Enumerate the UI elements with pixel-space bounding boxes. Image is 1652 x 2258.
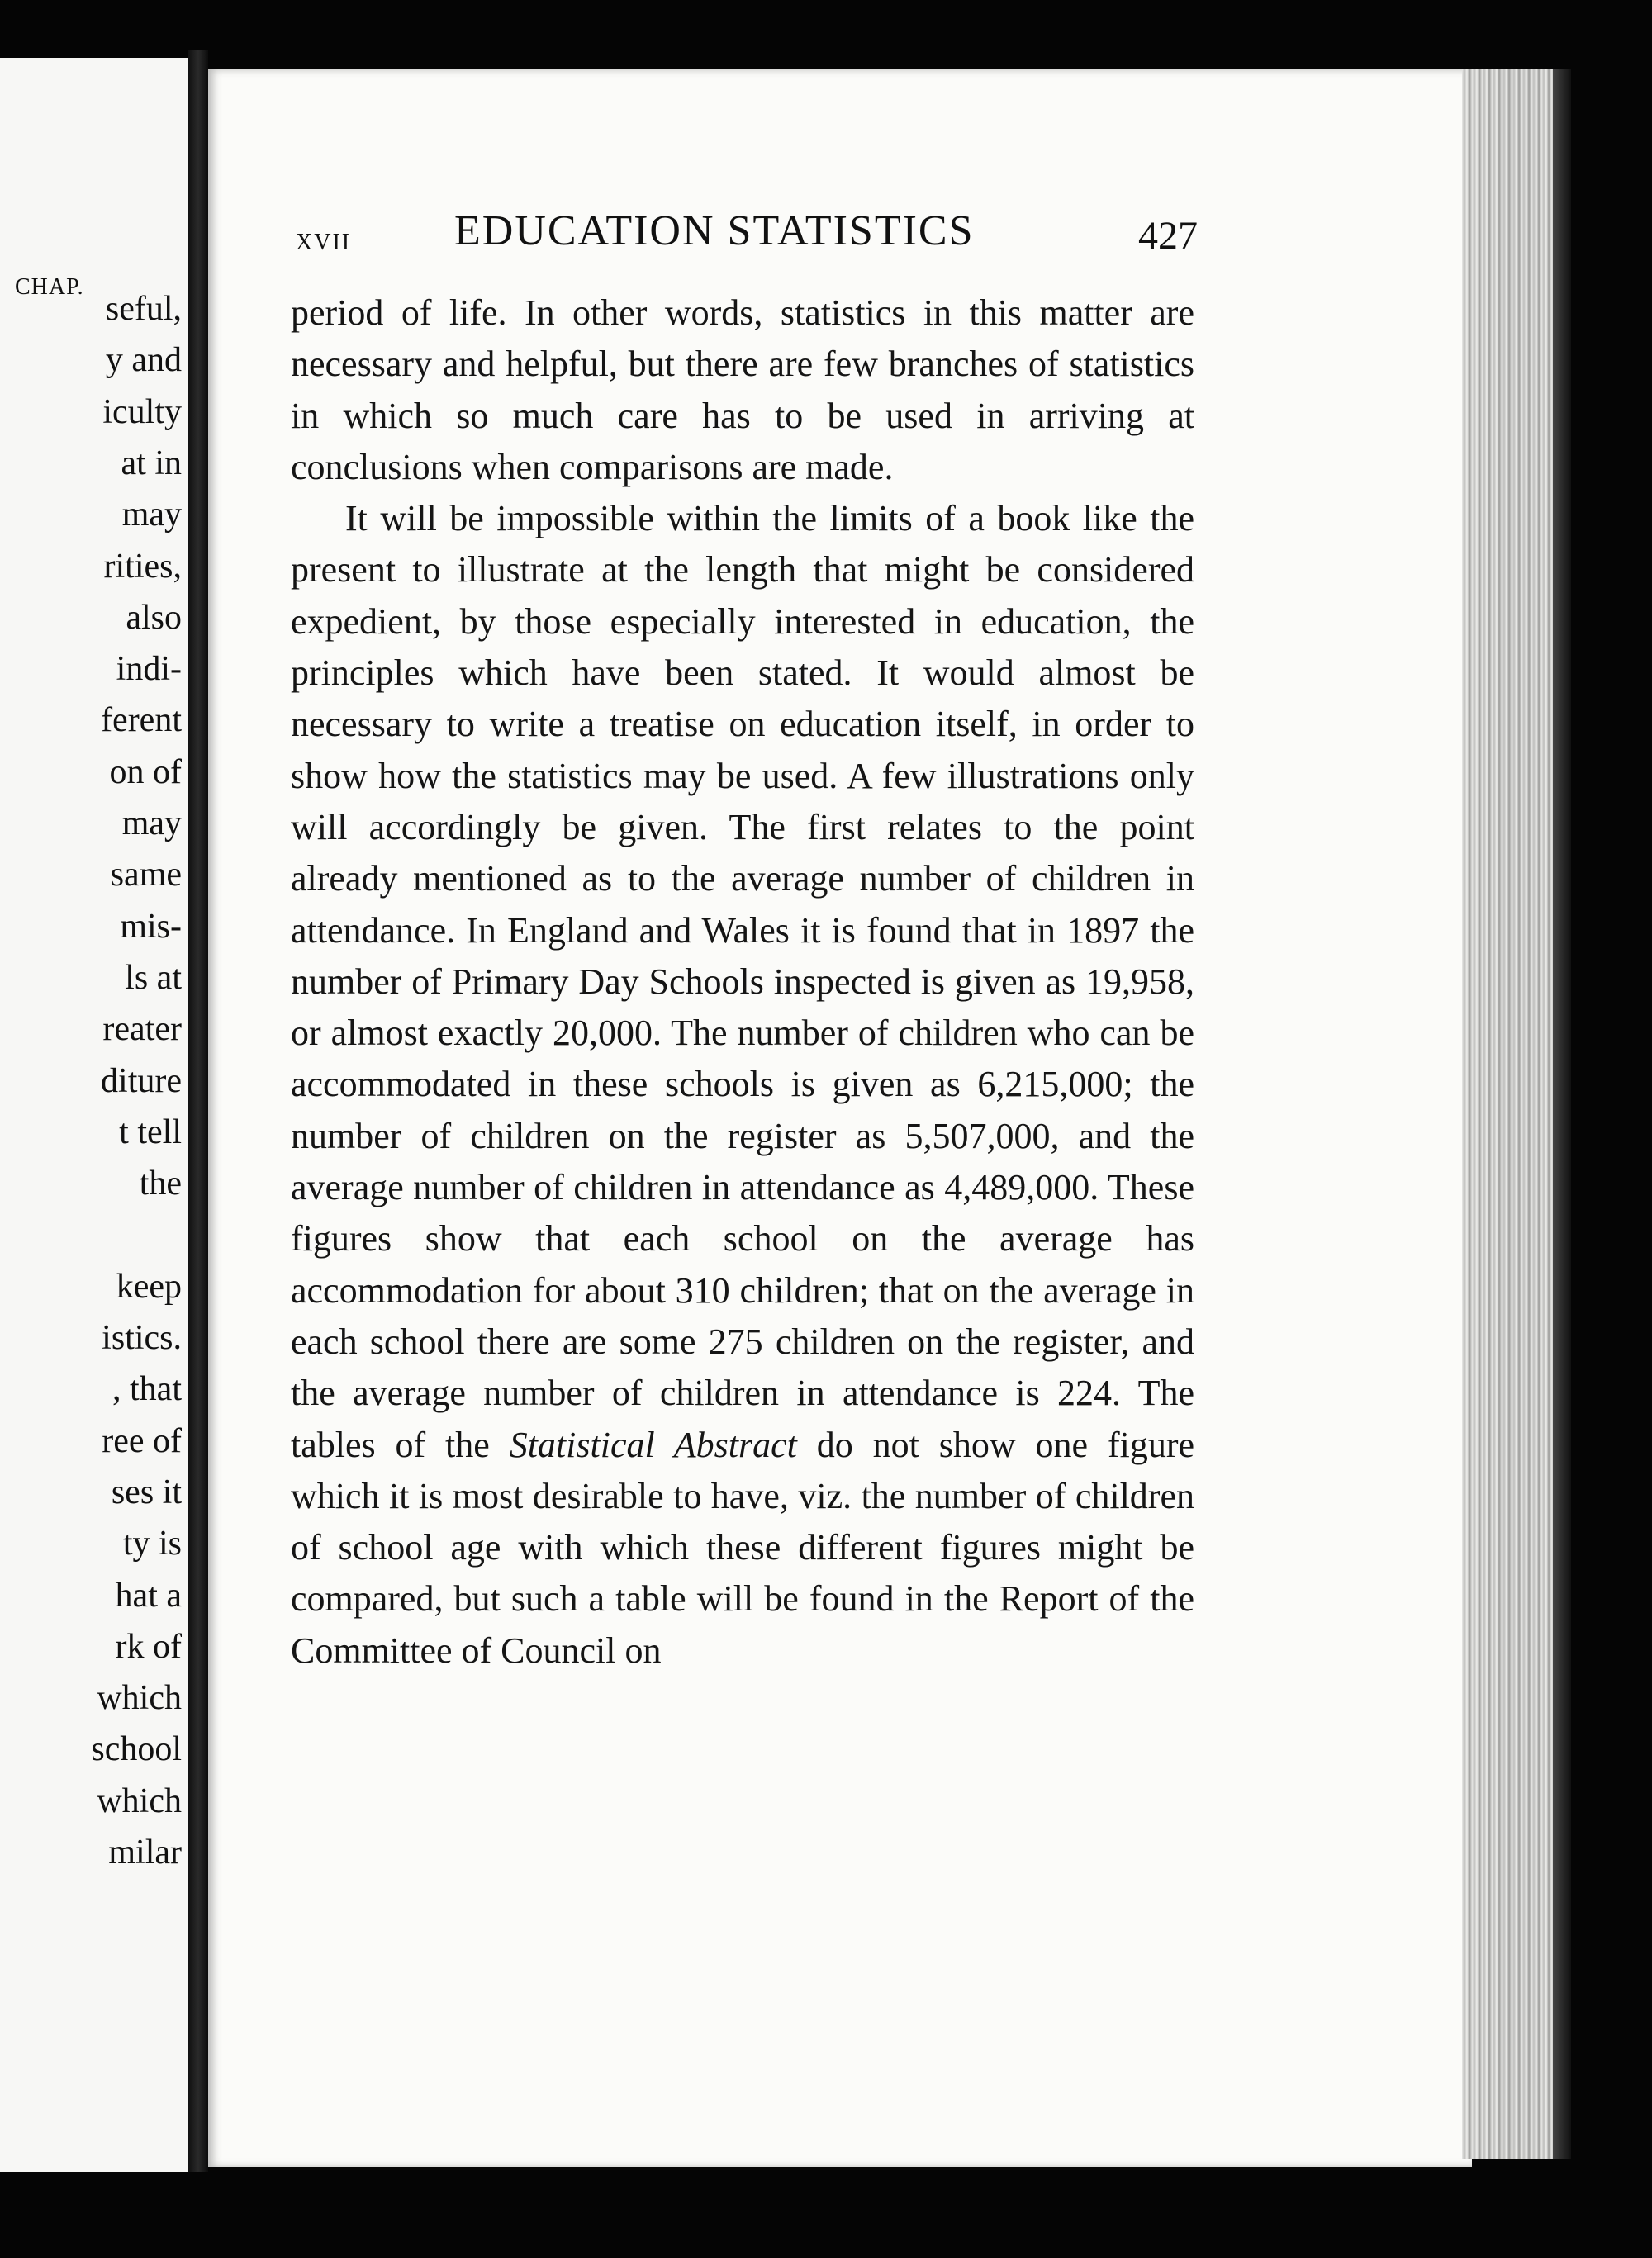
left-page-line: ferent (101, 701, 182, 740)
left-page-line: may (121, 496, 182, 534)
book-cover-edge (1553, 69, 1571, 2159)
left-page-line: ls at (125, 958, 182, 997)
left-page-line: , that (112, 1370, 182, 1409)
left-page-fragment (0, 58, 192, 2172)
left-page-line: istics. (102, 1319, 182, 1357)
left-page-line: ty is (122, 1525, 182, 1563)
left-page-line: iculty (102, 392, 182, 431)
left-page-line: also (126, 598, 182, 637)
left-page-running-head: CHAP. (15, 274, 84, 300)
left-page-line: y and (105, 341, 182, 380)
body-text (291, 287, 1194, 1677)
book-title-italic: Statistical Abstract (509, 1424, 797, 1465)
left-page-line: the (139, 1165, 182, 1203)
left-page-line: on of (109, 752, 182, 791)
left-page-line: which (97, 1781, 182, 1820)
running-head (296, 206, 1196, 264)
page-number: 427 (1138, 214, 1198, 258)
paragraph-2-text-b: do not show one figure which it is most desirable to have, viz. the number of children of school age with which these different figures might be compared, but such a table will be found in the Report of the Committee of Council on (291, 1424, 1195, 1671)
left-page-line: diture (101, 1061, 182, 1100)
paragraph-2-text-a: It will be impossible within the limits of a book like the present to illustrate at the length that might be considered expedient, by those especially interested in education, the principles which have been stated. It would almost be necessary to write a treatise on education itself, in order to show how the statistics may be used. A few illustrations only will accordingly be given. The first relates to the point already mentioned as to the average number of children in attendance. In England and Wales it is found that in 1897 the number of Primary Day Schools inspected is given as 19,958, or almost exactly 20,000. The number of children who can be accommodated in these schools is given as 6,215,000; the number of children on the register as 5,507,000, and the average number of children in attendance as 4,489,000. These figures show that each school on the average has accommodation for about 310 children; that on the average in each school there are some 275 children on the register, and the average number of children in attendance is 224. The tables of the (291, 498, 1194, 1465)
paragraph-2 (291, 493, 1194, 1677)
left-page-line: which (97, 1679, 182, 1718)
left-page-line: ses it (111, 1473, 182, 1511)
left-page-line: same (110, 856, 182, 894)
left-page-line: rities, (103, 547, 182, 586)
left-page-line: mis- (120, 907, 182, 946)
left-page-line: may (121, 804, 182, 842)
book-gutter (188, 50, 208, 2172)
left-page-line: milar (108, 1833, 182, 1871)
left-page-line: reater (102, 1010, 182, 1049)
paragraph-1: period of life. In other words, statistics in this matter are necessary and helpful, but there are few branches of statistics in which so much care has to be used in arriving at conclusions when comparisons are made. (291, 292, 1194, 487)
left-page-line: school (91, 1730, 182, 1769)
running-title: EDUCATION STATISTICS (454, 207, 975, 254)
left-page-line: seful, (105, 290, 182, 328)
left-page-line: keep (116, 1267, 182, 1306)
left-page-line: rk of (115, 1627, 182, 1666)
left-page-line: ree of (102, 1421, 182, 1460)
left-page-line: indi- (116, 650, 182, 689)
left-page-line: t tell (119, 1112, 182, 1151)
left-page-line: at in (121, 444, 182, 482)
left-page-line: hat a (115, 1576, 182, 1615)
chapter-number: XVII (296, 230, 352, 255)
